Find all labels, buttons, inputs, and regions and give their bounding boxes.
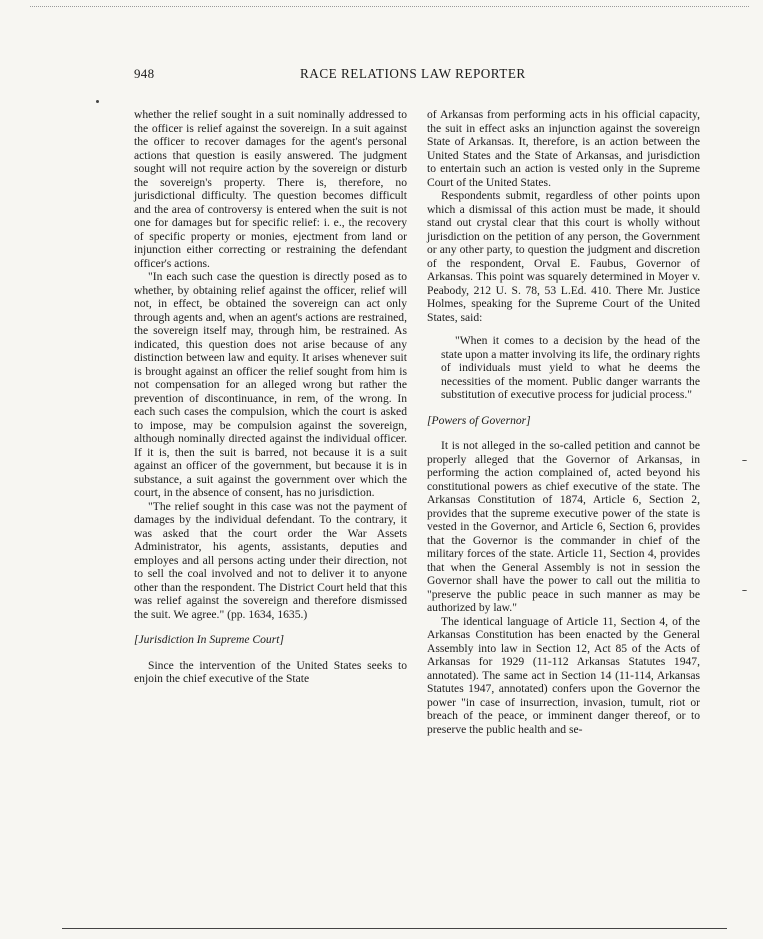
paragraph: Respondents submit, regardless of other points upon which a dismissal of this action must be made, it should stand out crystal clear that this court is wholly without jurisdiction on the petition of any person, the Government or any other party, to question the judgment and discretion of the respondent, Orval E. Faubus, Governor of Arkansas. This point was squarely determined in Moyer v. Peabody, 212 U. S. 78, 53 L.Ed. 410. There Mr. Justice Holmes, speaking for the Supreme Court of the United States, said:	[427, 189, 700, 324]
page-header	[0, 66, 763, 84]
paragraph: It is not alleged in the so-called petition and cannot be properly alleged that the Governor of Arkansas, in performing the action complained of, acted beyond his constitutional powers as chief executive of the state. The Arkansas Constitution of 1874, Article 6, Section 2, provides that the supreme executive power of the state is vested in the Governor, and Article 6, Section 6, provides that the Governor is the commander in chief of the military forces of the state. Article 11, Section 4, provides that when the General Assembly is not in session the Governor shall have the power to call out the militia to "preserve the public peace in such manner as may be authorized by law."	[427, 439, 700, 614]
top-edge-rule	[30, 6, 749, 7]
block-quote: "When it comes to a decision by the head of the state upon a matter involving its life, the ordinary rights of individuals must yield to what he deems the necessities of the moment. Public danger warrants the substitution of executive process for judicial process."	[441, 334, 700, 401]
paragraph: "The relief sought in this case was not the payment of damages by the individual defendant. To the contrary, it was asked that the court order the War Assets Administrator, his agents, assistants, deputies and employes and all persons acting under their direction, not to sell the coal involved and not to deliver it to anyone other than the respondent. The District Court held that this was relief against the sovereign and therefore dismissed the suit. We agree." (pp. 1634, 1635.)	[134, 499, 407, 621]
page-number: 948	[134, 66, 155, 81]
right-column	[427, 108, 700, 736]
paragraph: whether the relief sought in a suit nominally addressed to the officer is relief against the sovereign. In a suit against the officer to recover damages for the agent's personal actions that question is easily answered. The judgment sought will not require action by the sovereign or disturb the sovereign's property. There is, therefore, no jurisdictional difficulty. The question becomes difficult and the area of controversy is entered when the suit is not one for damages but for specific relief: i. e., the recovery of specific property or monies, ejectment from land or injunction either correcting or restraining the defendant officer's actions.	[134, 108, 407, 270]
paragraph: Since the intervention of the United States seeks to enjoin the chief executive of the State	[134, 658, 407, 685]
paragraph: of Arkansas from performing acts in his official capacity, the suit in effect asks an injunction against the sovereign State of Arkansas. It, therefore, is an action between the United States and the State of Arkansas, and jurisdiction to entertain such an action is vested only in the Supreme Court of the United States.	[427, 108, 700, 189]
section-heading: [Jurisdiction In Supreme Court]	[134, 633, 284, 646]
left-column	[134, 108, 407, 686]
paragraph: "In each such case the question is directly posed as to whether, by obtaining relief against the officer, relief will not, in effect, be obtained the sovereign can act only through agents and, when an agent's actions are restrained, the sovereign itself may, through him, be restrained. As indicated, this question does not arise because of any distinction between law and equity. It arises whenever suit is brought against an officer the relief sought from him is not compensation for an alleged wrong but rather the prevention of discontinuance, in rem, of the wrong. In each such cases the compulsion, which the court is asked to impose, may be compulsion against the sovereign, although nominally directed against the individual officer. If it is, then the suit is barred, not because it is a suit against an officer of the government, but because it is in substance, a suit against the government over which the court, in the absence of consent, has no jurisdiction.	[134, 270, 407, 499]
margin-speck	[96, 100, 99, 103]
margin-speck	[742, 590, 747, 591]
bottom-edge-rule	[62, 928, 727, 929]
paragraph: The identical language of Article 11, Section 4, of the Arkansas Constitution has been enacted by the General Assembly into law in Section 12, Act 85 of the Acts of Arkansas for 1929 (11-112 Arkansas Statutes 1947, annotated). The same act in Section 14 (11-114, Arkansas Statutes 1947, annotated) confers upon the Governor the power "in case of insurrection, invasion, tumult, riot or breach of the peace, or imminent danger thereof, or to preserve the public health and se-	[427, 614, 700, 736]
running-title: RACE RELATIONS LAW REPORTER	[300, 66, 526, 81]
section-heading: [Powers of Governor]	[427, 413, 531, 427]
margin-speck	[742, 460, 747, 461]
